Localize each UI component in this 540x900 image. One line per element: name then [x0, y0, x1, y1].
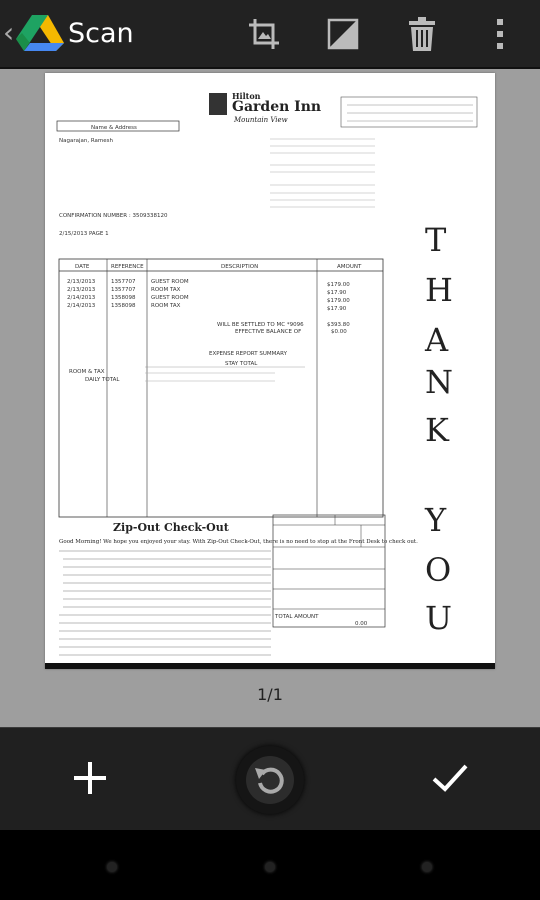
- svg-text:2/14/2013: 2/14/2013: [67, 295, 96, 301]
- zip-text: Good Morning! We hope you enjoyed your stay. With Zip-Out Check-Out, there is no need to stop at the Front Desk to check out.: [59, 539, 418, 545]
- crop-icon: [247, 17, 281, 51]
- page-counter: 1/1: [257, 685, 283, 704]
- scan-preview-area: [0, 69, 540, 727]
- crop-button[interactable]: [238, 8, 290, 60]
- checkmark-icon: [424, 752, 476, 804]
- svg-text:ROOM TAX: ROOM TAX: [151, 303, 181, 309]
- svg-text:N: N: [425, 363, 453, 401]
- overflow-menu-button[interactable]: [474, 8, 526, 60]
- nav-back-dot[interactable]: [107, 862, 117, 872]
- svg-text:K: K: [425, 411, 449, 449]
- confirm-button[interactable]: [424, 752, 476, 804]
- rescan-button[interactable]: [236, 746, 304, 814]
- total-amount-label: TOTAL AMOUNT: [275, 614, 319, 620]
- svg-text:2/13/2013: 2/13/2013: [67, 279, 96, 285]
- nav-recents-dot[interactable]: [422, 862, 432, 872]
- svg-text:H: H: [425, 271, 453, 309]
- svg-text:2/13/2013: 2/13/2013: [67, 287, 96, 293]
- svg-text:Y: Y: [425, 501, 447, 539]
- svg-text:1357707: 1357707: [111, 279, 136, 285]
- total-amount-value: 0.00: [355, 621, 368, 627]
- svg-text:T: T: [425, 221, 447, 259]
- table-row: [67, 303, 347, 312]
- table-header-reference: REFERENCE: [111, 264, 144, 270]
- expense-summary: EXPENSE REPORT SUMMARY: [209, 351, 287, 357]
- stay-total: STAY TOTAL: [225, 361, 258, 367]
- system-navigation-bar: [0, 830, 540, 900]
- svg-text:U: U: [425, 599, 452, 637]
- svg-text:1358098: 1358098: [111, 295, 136, 301]
- svg-text:$179.00: $179.00: [327, 282, 350, 288]
- balance-amount: $0.00: [331, 329, 347, 335]
- svg-text:A: A: [425, 321, 449, 359]
- drive-logo-icon[interactable]: [16, 13, 64, 57]
- hotel-logo-line2: Garden Inn: [232, 99, 322, 115]
- svg-text:O: O: [425, 551, 452, 589]
- table-header-date: DATE: [75, 264, 90, 270]
- daily-total-label: DAILY TOTAL: [85, 377, 120, 383]
- svg-text:$17.90: $17.90: [327, 290, 347, 296]
- table-row: [67, 287, 347, 296]
- svg-text:$17.90: $17.90: [327, 306, 347, 312]
- svg-text:1357707: 1357707: [111, 287, 136, 293]
- action-bar: [0, 0, 540, 69]
- svg-text:GUEST ROOM: GUEST ROOM: [151, 279, 189, 285]
- plus-icon: [64, 752, 116, 804]
- bottom-action-bar: [0, 727, 540, 831]
- contrast-icon: [327, 18, 359, 50]
- table-row: [67, 279, 350, 288]
- room-tax-label: ROOM & TAX: [69, 369, 105, 375]
- table-header-amount: AMOUNT: [337, 264, 362, 270]
- hotel-logo-line1: Hilton: [232, 91, 261, 101]
- address-header: Name & Address: [91, 125, 137, 131]
- svg-text:$179.00: $179.00: [327, 298, 350, 304]
- confirmation-number: CONFIRMATION NUMBER : 3509338120: [59, 213, 168, 219]
- svg-text:1358098: 1358098: [111, 303, 136, 309]
- svg-text:ROOM TAX: ROOM TAX: [151, 287, 181, 293]
- rotate-icon: [246, 756, 294, 804]
- app-title: Scan: [68, 18, 134, 49]
- trash-icon: [407, 16, 437, 52]
- table-header-description: DESCRIPTION: [221, 264, 259, 270]
- hotel-logo-line3: Mountain View: [234, 116, 288, 124]
- date-page: 2/15/2013 PAGE 1: [59, 231, 109, 237]
- zip-title: Zip-Out Check-Out: [113, 521, 229, 534]
- effective-balance: EFFECTIVE BALANCE OF: [235, 329, 302, 335]
- overflow-menu-icon: [495, 17, 505, 51]
- thank-you-text: [424, 221, 453, 637]
- delete-button[interactable]: [396, 8, 448, 60]
- nav-home-dot[interactable]: [265, 862, 275, 872]
- back-chevron-icon[interactable]: ‹: [3, 16, 15, 49]
- svg-text:GUEST ROOM: GUEST ROOM: [151, 295, 189, 301]
- hotel-logo: [209, 91, 321, 124]
- scanned-document[interactable]: [45, 73, 495, 669]
- svg-text:2/14/2013: 2/14/2013: [67, 303, 96, 309]
- add-page-button[interactable]: [64, 752, 116, 804]
- guest-name: Nagarajan, Ramesh: [59, 138, 114, 144]
- settled-line: WILL BE SETTLED TO MC *9096: [217, 322, 304, 328]
- contrast-button[interactable]: [317, 8, 369, 60]
- table-row: [67, 295, 350, 304]
- settled-amount: $393.80: [327, 322, 350, 328]
